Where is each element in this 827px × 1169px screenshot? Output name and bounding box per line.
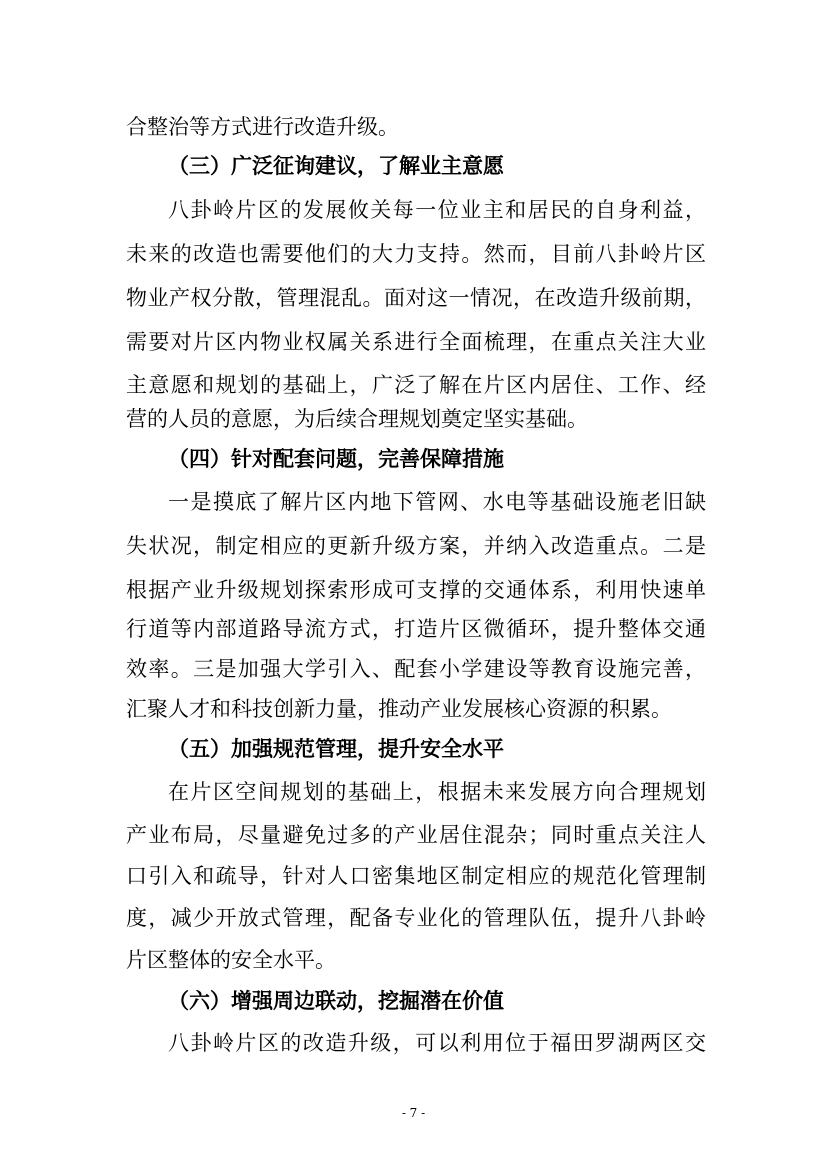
paragraph-line: 行道等内部道路导流方式，打造片区微循环，提升整体交通 xyxy=(126,617,706,641)
paragraph-line: 物业产权分散，管理混乱。面对这一情况，在改造升级前期， xyxy=(126,286,706,310)
paragraph-line: 产业布局，尽量避免过多的产业居住混杂；同时重点关注人 xyxy=(126,823,706,847)
paragraph-line: 一是摸底了解片区内地下管网、水电等基础设施老旧缺 xyxy=(168,490,706,514)
section-heading-4: （四）针对配套问题，完善保障措施 xyxy=(168,446,504,471)
paragraph-line: 度，减少开放式管理，配备专业化的管理队伍，提升八卦岭 xyxy=(126,906,706,930)
paragraph-line: 效率。三是加强大学引入、配套小学建设等教育设施完善， xyxy=(126,657,706,681)
paragraph-line: 根据产业升级规划探索形成可支撑的交通体系，利用快速单 xyxy=(126,578,706,602)
paragraph-line: 营的人员的意愿，为后续合理规划奠定坚实基础。 xyxy=(126,407,588,431)
page-number: - 7 - xyxy=(401,1106,426,1120)
paragraph-line: 失状况，制定相应的更新升级方案，并纳入改造重点。二是 xyxy=(126,534,706,558)
paragraph-line: 汇聚人才和科技创新力量，推动产业发展核心资源的积累。 xyxy=(126,697,672,721)
paragraph-line: 八卦岭片区的发展攸关每一位业主和居民的自身利益， xyxy=(168,198,706,222)
section-heading-5: （五）加强规范管理，提升安全水平 xyxy=(168,736,504,761)
paragraph-line: 口引入和疏导，针对人口密集地区制定相应的规范化管理制 xyxy=(126,864,706,888)
paragraph-line: 需要对片区内物业权属关系进行全面梳理，在重点关注大业 xyxy=(126,330,706,354)
paragraph-line: 合整治等方式进行改造升级。 xyxy=(126,115,399,139)
section-heading-6: （六）增强周边联动，挖掘潜在价值 xyxy=(168,988,504,1013)
paragraph-line: 未来的改造也需要他们的大力支持。然而，目前八卦岭片区 xyxy=(126,242,706,266)
paragraph-line: 八卦岭片区的改造升级，可以利用位于福田罗湖两区交 xyxy=(168,1031,706,1055)
paragraph-line: 主意愿和规划的基础上，广泛了解在片区内居住、工作、经 xyxy=(126,373,706,397)
paragraph-line: 片区整体的安全水平。 xyxy=(126,948,336,972)
paragraph-line: 在片区空间规划的基础上，根据未来发展方向合理规划 xyxy=(168,780,706,804)
section-heading-3: （三）广泛征询建议，了解业主意愿 xyxy=(168,153,504,178)
